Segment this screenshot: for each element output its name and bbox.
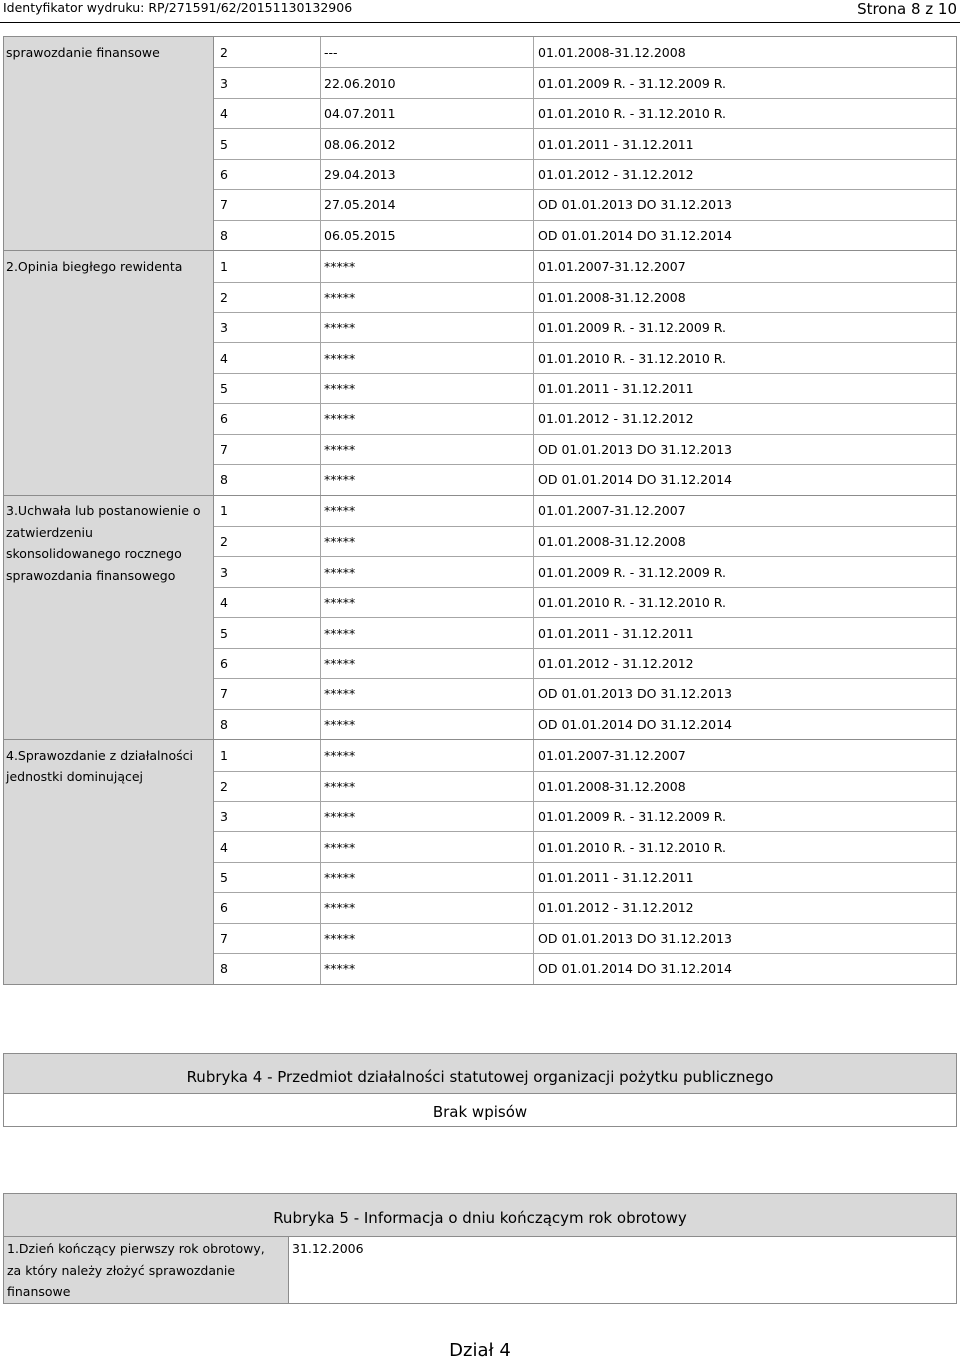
entry-date: *****	[321, 710, 534, 739]
entry-number: 4	[214, 343, 321, 372]
entry-date: *****	[321, 465, 534, 494]
rubryka-4-value: Brak wpisów	[432, 1103, 528, 1121]
entry-period: 01.01.2010 R. - 31.12.2010 R.	[538, 106, 726, 122]
entry-period: 01.01.2012 - 31.12.2012	[538, 655, 694, 671]
table-row	[214, 251, 956, 281]
entry-date: *****	[321, 679, 534, 708]
table-row	[214, 587, 956, 617]
entry-period: 01.01.2008-31.12.2008	[538, 289, 686, 305]
section-label	[4, 37, 214, 250]
table-row	[214, 464, 956, 494]
table-section	[4, 495, 956, 740]
table-row	[214, 403, 956, 433]
entry-period: 01.01.2009 R. - 31.12.2009 R.	[538, 809, 726, 825]
section-rows	[214, 251, 956, 495]
entry-number: 7	[214, 679, 321, 708]
entry-number: 8	[214, 221, 321, 250]
table-row	[214, 159, 956, 189]
section-label	[4, 496, 214, 740]
entry-date: *****	[321, 251, 534, 281]
table-row	[214, 373, 956, 403]
section-rows	[214, 496, 956, 740]
entry-date: *****	[321, 588, 534, 617]
entry-date: ---	[321, 37, 534, 67]
rubryka-4-box	[3, 1053, 957, 1127]
table-row	[214, 342, 956, 372]
entry-period: 01.01.2009 R. - 31.12.2009 R.	[538, 564, 726, 580]
entry-date: 22.06.2010	[321, 68, 534, 97]
entry-number: 5	[214, 863, 321, 892]
section-label	[4, 251, 214, 495]
section-label-line: sprawozdania finansowego	[6, 567, 176, 583]
entry-period: OD 01.01.2013 DO 31.12.2013	[538, 197, 732, 213]
entry-date: *****	[321, 404, 534, 433]
entry-number: 6	[214, 893, 321, 922]
rubryka-5-row	[4, 1237, 956, 1303]
entry-number: 7	[214, 190, 321, 219]
entry-period: OD 01.01.2014 DO 31.12.2014	[538, 227, 732, 243]
entry-date: *****	[321, 527, 534, 556]
entry-period: 01.01.2010 R. - 31.12.2010 R.	[538, 595, 726, 611]
table-row	[214, 434, 956, 464]
table-section	[4, 37, 956, 250]
entry-number: 6	[214, 649, 321, 678]
table-row	[214, 128, 956, 158]
entry-number: 5	[214, 129, 321, 158]
entry-period: 01.01.2012 - 31.12.2012	[538, 166, 694, 182]
entry-number: 1	[214, 496, 321, 526]
entry-number: 5	[214, 618, 321, 647]
entry-date: *****	[321, 557, 534, 586]
rubryka-5-value: 31.12.2006	[289, 1237, 956, 1303]
section-label-line: 2.Opinia biegłego rewidenta	[6, 258, 183, 274]
entry-period: 01.01.2011 - 31.12.2011	[538, 136, 694, 152]
entry-date: 27.05.2014	[321, 190, 534, 219]
entry-period: 01.01.2007-31.12.2007	[538, 503, 686, 519]
entry-date: *****	[321, 863, 534, 892]
entry-period: OD 01.01.2013 DO 31.12.2013	[538, 686, 732, 702]
section-rows	[214, 37, 956, 250]
header-divider	[0, 22, 960, 23]
entry-number: 8	[214, 954, 321, 983]
entry-period: OD 01.01.2014 DO 31.12.2014	[538, 472, 732, 488]
table-row	[214, 709, 956, 739]
entry-date: *****	[321, 343, 534, 372]
entry-number: 3	[214, 313, 321, 342]
entry-date: *****	[321, 649, 534, 678]
entry-number: 8	[214, 465, 321, 494]
table-row	[214, 801, 956, 831]
table-row	[214, 740, 956, 770]
entry-number: 2	[214, 772, 321, 801]
section-label-line: zatwierdzeniu	[6, 524, 93, 540]
entry-period: 01.01.2011 - 31.12.2011	[538, 625, 694, 641]
page-number: Strona 8 z 10	[857, 0, 957, 18]
entry-number: 4	[214, 832, 321, 861]
entry-date: 06.05.2015	[321, 221, 534, 250]
entry-number: 3	[214, 802, 321, 831]
table-row	[214, 953, 956, 983]
table-row	[214, 189, 956, 219]
entry-period: 01.01.2011 - 31.12.2011	[538, 870, 694, 886]
entry-number: 1	[214, 740, 321, 770]
entry-date: *****	[321, 772, 534, 801]
section-rows	[214, 740, 956, 984]
table-row	[214, 556, 956, 586]
entry-date: 04.07.2011	[321, 99, 534, 128]
entry-period: OD 01.01.2014 DO 31.12.2014	[538, 961, 732, 977]
entry-date: *****	[321, 802, 534, 831]
section-label-line: 4.Sprawozdanie z działalności	[6, 747, 193, 763]
filing-table	[3, 36, 957, 985]
entry-date: *****	[321, 435, 534, 464]
section-label-line: skonsolidowanego rocznego	[6, 546, 182, 562]
entry-date: *****	[321, 618, 534, 647]
entry-period: 01.01.2010 R. - 31.12.2010 R.	[538, 350, 726, 366]
section-label-line: 3.Uchwała lub postanowienie o	[6, 503, 201, 519]
entry-date: *****	[321, 740, 534, 770]
entry-period: 01.01.2011 - 31.12.2011	[538, 381, 694, 397]
section-heading: Dział 4	[449, 1340, 511, 1361]
rubryka-5-label	[4, 1237, 289, 1303]
table-row	[214, 862, 956, 892]
rubryka-5-box	[3, 1193, 957, 1304]
table-row	[214, 923, 956, 953]
table-row	[214, 37, 956, 67]
table-row	[214, 892, 956, 922]
entry-number: 6	[214, 160, 321, 189]
rubryka-5-label-line: finansowe	[7, 1284, 71, 1299]
section-label	[4, 740, 214, 984]
entry-number: 2	[214, 527, 321, 556]
entry-number: 6	[214, 404, 321, 433]
table-section	[4, 250, 956, 495]
entry-number: 4	[214, 99, 321, 128]
entry-period: 01.01.2009 R. - 31.12.2009 R.	[538, 75, 726, 91]
entry-number: 7	[214, 924, 321, 953]
entry-date: *****	[321, 832, 534, 861]
entry-number: 1	[214, 251, 321, 281]
table-row	[214, 526, 956, 556]
entry-number: 3	[214, 68, 321, 97]
table-section	[4, 739, 956, 984]
table-row	[214, 67, 956, 97]
table-row	[214, 496, 956, 526]
table-row	[214, 771, 956, 801]
rubryka-5-title: Rubryka 5 - Informacja o dniu kończącym rok obrotowy	[4, 1194, 956, 1237]
section-label-line: sprawozdanie finansowe	[6, 44, 160, 60]
entry-date: *****	[321, 283, 534, 312]
table-row	[214, 312, 956, 342]
entry-date: *****	[321, 496, 534, 526]
entry-period: 01.01.2008-31.12.2008	[538, 534, 686, 550]
entry-date: *****	[321, 313, 534, 342]
entry-period: 01.01.2012 - 31.12.2012	[538, 411, 694, 427]
entry-date: *****	[321, 374, 534, 403]
entry-period: 01.01.2008-31.12.2008	[538, 778, 686, 794]
entry-period: OD 01.01.2013 DO 31.12.2013	[538, 930, 732, 946]
table-row	[214, 220, 956, 250]
table-row	[214, 678, 956, 708]
entry-period: 01.01.2007-31.12.2007	[538, 258, 686, 274]
table-row	[214, 648, 956, 678]
entry-period: OD 01.01.2014 DO 31.12.2014	[538, 716, 732, 732]
section-label-line: jednostki dominującej	[6, 769, 144, 785]
entry-period: 01.01.2007-31.12.2007	[538, 747, 686, 763]
entry-number: 4	[214, 588, 321, 617]
entry-date: *****	[321, 924, 534, 953]
entry-number: 8	[214, 710, 321, 739]
entry-period: OD 01.01.2013 DO 31.12.2013	[538, 441, 732, 457]
rubryka-5-label-line: za który należy złożyć sprawozdanie	[7, 1262, 236, 1278]
table-row	[214, 98, 956, 128]
entry-date: 08.06.2012	[321, 129, 534, 158]
entry-date: *****	[321, 893, 534, 922]
entry-number: 5	[214, 374, 321, 403]
entry-date: 29.04.2013	[321, 160, 534, 189]
entry-number: 2	[214, 37, 321, 67]
entry-period: 01.01.2012 - 31.12.2012	[538, 900, 694, 916]
table-row	[214, 282, 956, 312]
table-row	[214, 617, 956, 647]
print-identifier: Identyfikator wydruku: RP/271591/62/20151130132906	[3, 0, 353, 15]
rubryka-5-label-line: 1.Dzień kończący pierwszy rok obrotowy,	[7, 1241, 265, 1256]
rubryka-4-title: Rubryka 4 - Przedmiot działalności statutowej organizacji pożytku publicznego	[4, 1054, 956, 1094]
entry-date: *****	[321, 954, 534, 983]
entry-number: 7	[214, 435, 321, 464]
table-row	[214, 831, 956, 861]
entry-number: 3	[214, 557, 321, 586]
entry-number: 2	[214, 283, 321, 312]
entry-period: 01.01.2010 R. - 31.12.2010 R.	[538, 839, 726, 855]
entry-period: 01.01.2008-31.12.2008	[538, 44, 686, 60]
entry-period: 01.01.2009 R. - 31.12.2009 R.	[538, 320, 726, 336]
